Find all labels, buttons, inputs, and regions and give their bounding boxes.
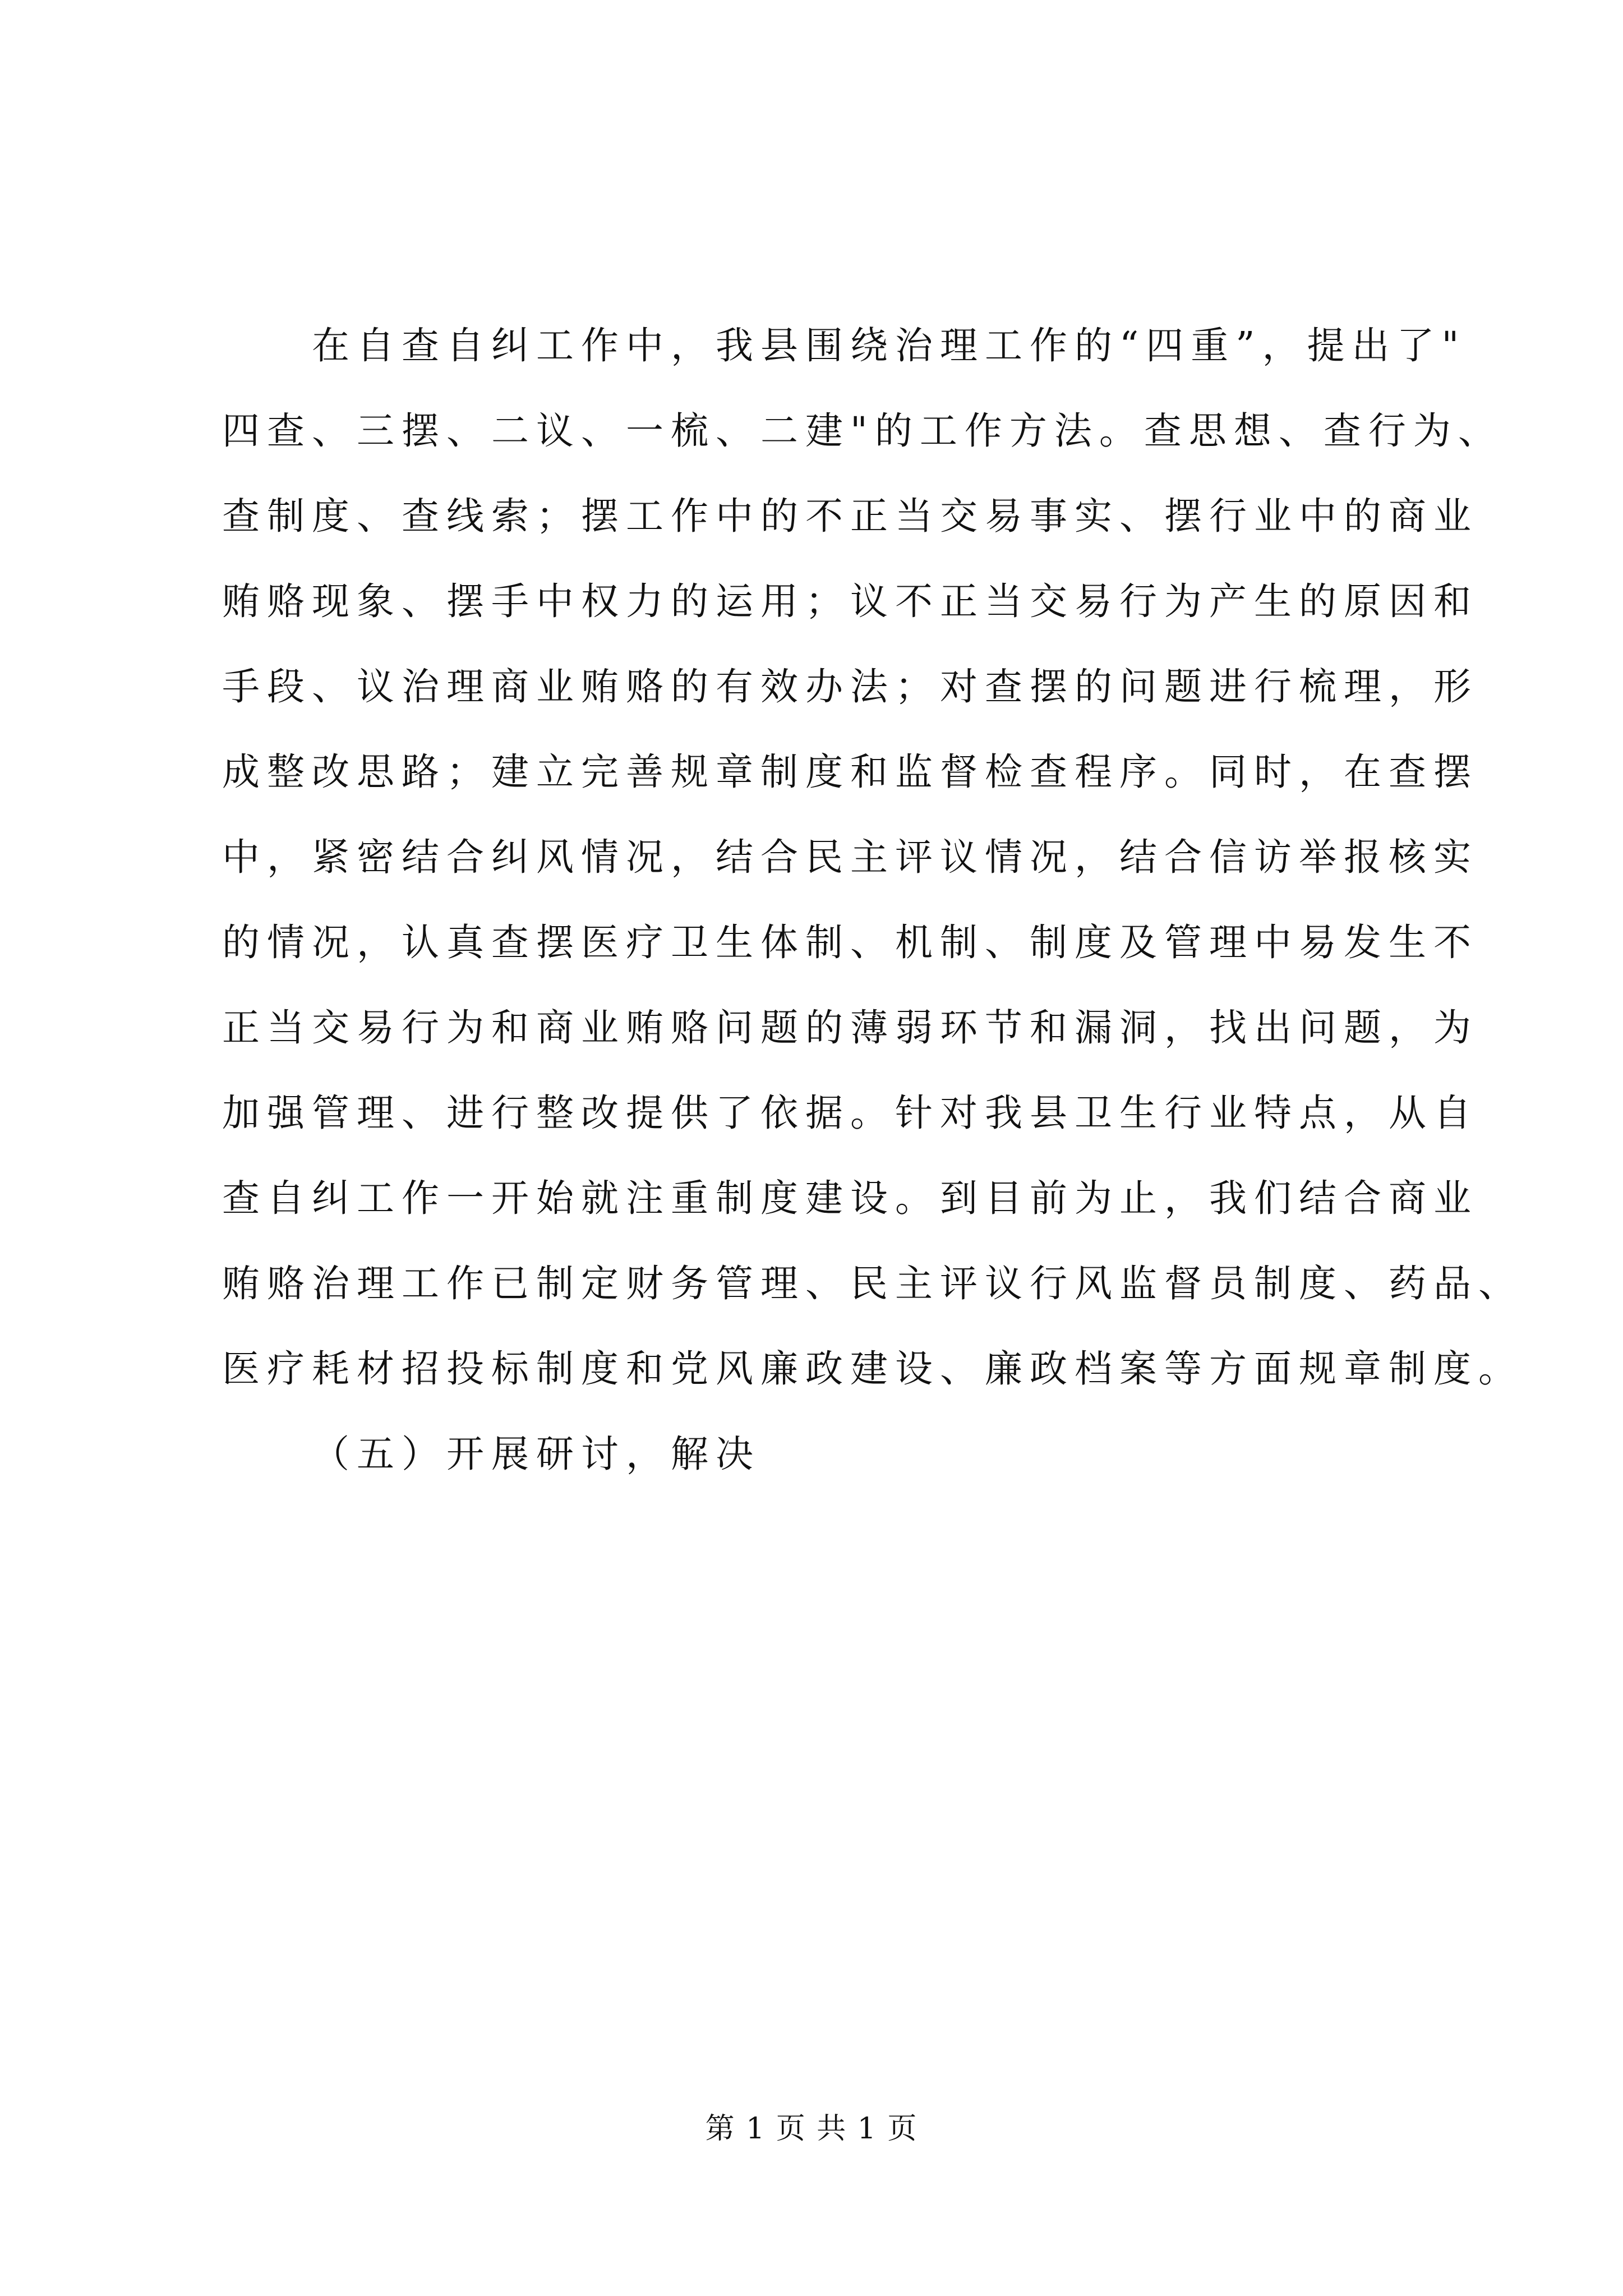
paragraph-line: 贿赂治理工作已制定财务管理、民主评议行风监督员制度、药品、 xyxy=(222,1262,1523,1305)
paragraph-line: 的情况，认真查摆医疗卫生体制、机制、制度及管理中易发生不 xyxy=(222,921,1478,964)
paragraph-line: 手段、议治理商业贿赂的有效办法；对查摆的问题进行梳理，形 xyxy=(222,665,1478,708)
paragraph-line: 加强管理、进行整改提供了依据。针对我县卫生行业特点，从自 xyxy=(222,1091,1478,1135)
paragraph-line: 中，紧密结合纠风情况，结合民主评议情况，结合信访举报核实 xyxy=(222,835,1478,879)
paragraph-line: 贿赂现象、摆手中权力的运用；议不正当交易行为产生的原因和 xyxy=(222,579,1478,623)
paragraph-line: 查制度、查线索；摆工作中的不正当交易事实、摆行业中的商业 xyxy=(222,494,1478,538)
paragraph-line: 查自纠工作一开始就注重制度建设。到目前为止，我们结合商业 xyxy=(222,1176,1478,1220)
document-body xyxy=(222,303,1523,1497)
section-heading: （五）开展研讨，解决 xyxy=(312,1432,760,1476)
paragraph-line: 四查、三摆、二议、一梳、二建"的工作方法。查思想、查行为、 xyxy=(222,409,1503,453)
paragraph-line: 正当交易行为和商业贿赂问题的薄弱环节和漏洞，找出问题，为 xyxy=(222,1006,1478,1050)
paragraph-line: 成整改思路；建立完善规章制度和监督检查程序。同时，在查摆 xyxy=(222,750,1478,794)
paragraph-line: 医疗耗材招投标制度和党风廉政建设、廉政档案等方面规章制度。 xyxy=(222,1347,1523,1391)
paragraph-line: 在自查自纠工作中，我县围绕治理工作的“四重”，提出了" xyxy=(312,324,1467,367)
page-number-footer: 第 1 页 共 1 页 xyxy=(705,2112,918,2146)
